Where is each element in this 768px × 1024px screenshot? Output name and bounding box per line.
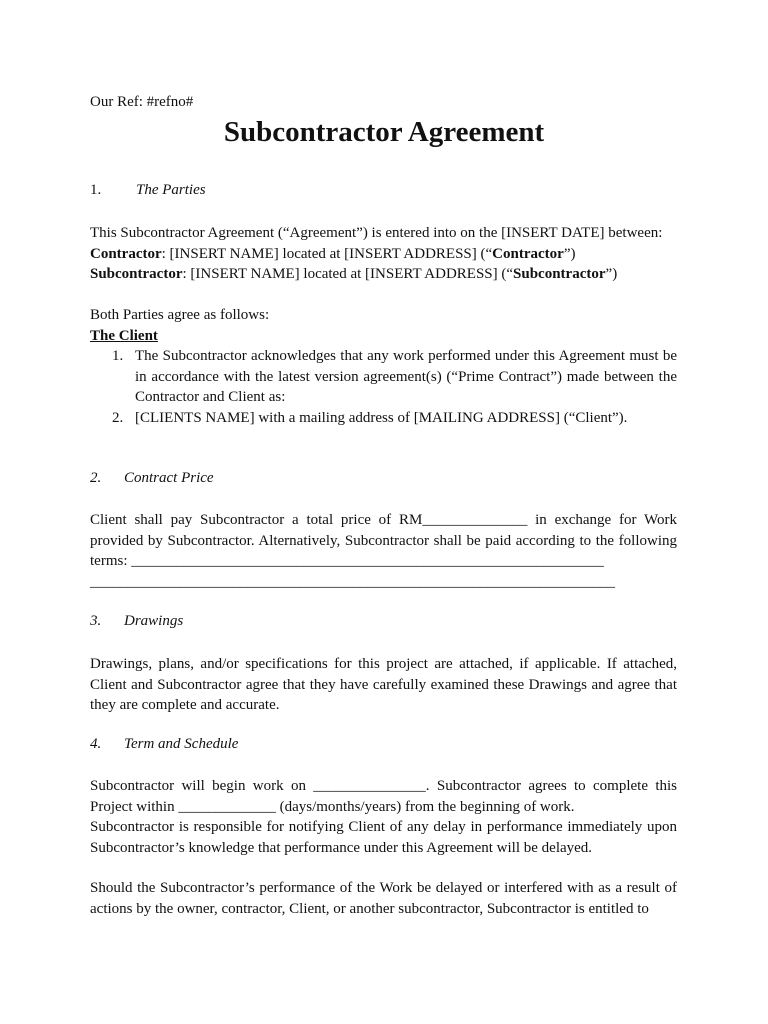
list-item [90,346,677,408]
parties-block [90,223,677,285]
list-marker: 2. [112,409,124,426]
term-schedule-paragraph-2: Subcontractor is responsible for notifying Client of any delay in performance immediately upon Subcontractor’s knowledge that performance under this Agreement will be delayed. [90,819,677,856]
subcontractor-line [90,264,677,285]
contractor-details: : [INSERT NAME] located at [INSERT ADDRESS] (“ [161,245,493,262]
list-item-text: The Subcontractor acknowledges that any work performed under this Agreement must be in accordance with the latest version agreement(s) (“Prime Contract”) made between the Contractor and Client as: [135,348,677,406]
section-number: 3. [90,613,102,629]
term-schedule-paragraph-1: Subcontractor will begin work on _______________. Subcontractor agrees to complete this Project within _____________ (days/months/years) from the beginning of work. [90,778,677,815]
drawings-paragraph: Drawings, plans, and/or specifications for this project are attached, if applicable. If attached, Client and Subcontractor agree that they have carefully examined these Drawings and agree that they are complete and accurate. [90,656,677,714]
document-title: Subcontractor Agreement [223,116,545,148]
contractor-close: ”) [563,245,576,262]
section-number: 4. [90,736,102,752]
agree-text: Both Parties agree as follows: [90,307,270,323]
list-item-text: [CLIENTS NAME] with a mailing address of [MAILING ADDRESS] (“Client”). [135,409,628,426]
price-line-2: provided by Subcontractor. Alternatively, Subcontractor shall be paid according to the following [90,532,677,549]
subcontractor-details: : [INSERT NAME] located at [INSERT ADDRESS] (“ [182,266,514,283]
price-line-4: ______________________________________________________________________ [90,573,615,590]
reference-line: Our Ref: #refno# [90,94,194,110]
section-number: 2. [90,470,102,486]
section-title: Term and Schedule [124,736,239,752]
section-title: Contract Price [124,470,214,486]
agreement-intro-block [90,305,677,346]
client-subheading: The Client [90,327,158,344]
subcontractor-label: Subcontractor [90,266,183,283]
section-number: 1. [90,182,102,198]
list-item [90,408,677,429]
price-line-1: Client shall pay Subcontractor a total price of RM______________ in exchange for Work [90,512,677,528]
client-list [90,346,677,428]
list-marker: 1. [112,348,124,364]
subcontractor-close: ”) [605,266,618,283]
subcontractor-defined-term: Subcontractor [513,266,606,283]
term-schedule-paragraph-3: Should the Subcontractor’s performance of the Work be delayed or interfered with as a result of actions by the owner, contractor, Client, or another subcontractor, Subcontractor is entitled to [90,880,677,917]
contract-price-paragraph [90,510,677,592]
contractor-label: Contractor [90,245,162,262]
price-line-3: terms: _______________________________________________________________ [90,553,604,570]
section-title: The Parties [136,182,206,198]
parties-intro: This Subcontractor Agreement (“Agreement”) is entered into on the [INSERT DATE] between: [90,225,663,241]
section-title: Drawings [124,613,184,629]
contractor-line [90,244,677,265]
contractor-defined-term: Contractor [492,245,564,262]
